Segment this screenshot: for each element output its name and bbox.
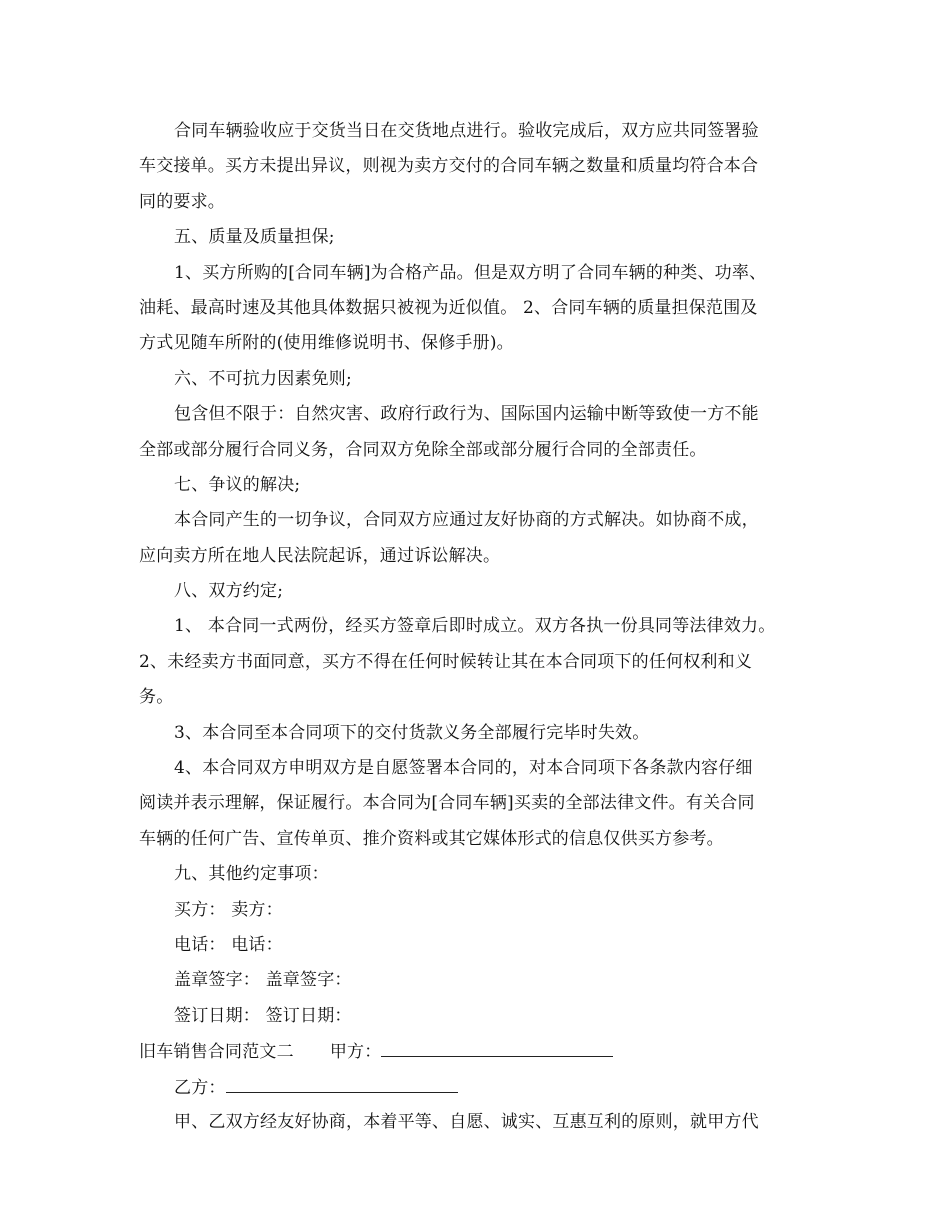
body-line: 合同车辆验收应于交货当日在交货地点进行。验收完成后，双方应共同签署验 xyxy=(174,121,759,141)
body-line: 方式见随车所附的(使用维修说明书、保修手册)。 xyxy=(139,333,514,354)
party-b-label: 乙方： xyxy=(174,1077,226,1098)
body-line: 五、质量及质量担保; xyxy=(174,227,335,248)
body-line: 应向卖方所在地人民法院起诉，通过诉讼解决。 xyxy=(139,545,501,566)
body-line: 包含但不限于：自然灾害、政府行政行为、国际国内运输中断等致使一方不能 xyxy=(174,404,759,425)
body-line: 八、双方约定; xyxy=(174,581,284,602)
contract-title-line xyxy=(139,1034,819,1069)
party-b-line xyxy=(139,1070,819,1105)
body-line: 务。 xyxy=(139,687,174,708)
party-a-blank xyxy=(381,1034,613,1057)
body-line: 七、争议的解决; xyxy=(174,474,301,495)
body-line: 本合同产生的一切争议，合同双方应通过友好协商的方式解决。如协商不成， xyxy=(174,510,759,531)
contract-title: 旧车销售合同范文二 xyxy=(139,1042,294,1063)
body-line: 1、 本合同一式两份，经买方签章后即时成立。双方各执一份具同等法律效力。 xyxy=(174,616,776,637)
body-line: 盖章签字： 盖章签字： xyxy=(174,970,352,991)
body-line: 九、其他约定事项： xyxy=(174,864,329,885)
body-line: 买方： 卖方： xyxy=(174,899,283,920)
body-line: 阅读并表示理解，保证履行。本合同为[合同车辆]买卖的全部法律文件。有关合同 xyxy=(139,793,755,814)
body-line: 六、不可抗力因素免则; xyxy=(174,368,352,389)
party-b-blank xyxy=(226,1070,458,1093)
body-line: 3、本合同至本合同项下的交付货款义务全部履行完毕时失效。 xyxy=(174,722,650,743)
body-line: 全部或部分履行合同义务，合同双方免除全部或部分履行合同的全部责任。 xyxy=(139,439,707,460)
party-a-label: 甲方： xyxy=(329,1042,382,1063)
body-line: 车交接单。买方未提出异议，则视为卖方交付的合同车辆之数量和质量均符合本合 xyxy=(139,156,759,177)
body-line: 1、买方所购的[合同车辆]为合格产品。但是双方明了合同车辆的种类、功率、 xyxy=(174,262,767,283)
body-line: 4、本合同双方申明双方是自愿签署本合同的，对本合同项下各条款内容仔细 xyxy=(174,758,753,779)
body-line: 2、未经卖方书面同意，买方不得在任何时候转让其在本合同项下的任何权利和义 xyxy=(139,651,753,672)
body-line: 车辆的任何广告、宣传单页、推介资料或其它媒体形式的信息仅供买方参考。 xyxy=(139,828,724,849)
body-line: 油耗、最高时速及其他具体数据只被视为近似值。 2、合同车辆的质量担保范围及 xyxy=(139,297,758,318)
paragraph-lines xyxy=(139,114,819,1034)
body-line: 电话： 电话： xyxy=(174,934,283,955)
body-line-last: 甲、乙双方经友好协商，本着平等、自愿、诚实、互惠互利的原则，就甲方代 xyxy=(174,1111,759,1132)
body-line: 签订日期： 签订日期： xyxy=(174,1005,352,1026)
body-line: 同的要求。 xyxy=(139,191,225,212)
document-body xyxy=(139,114,819,1140)
